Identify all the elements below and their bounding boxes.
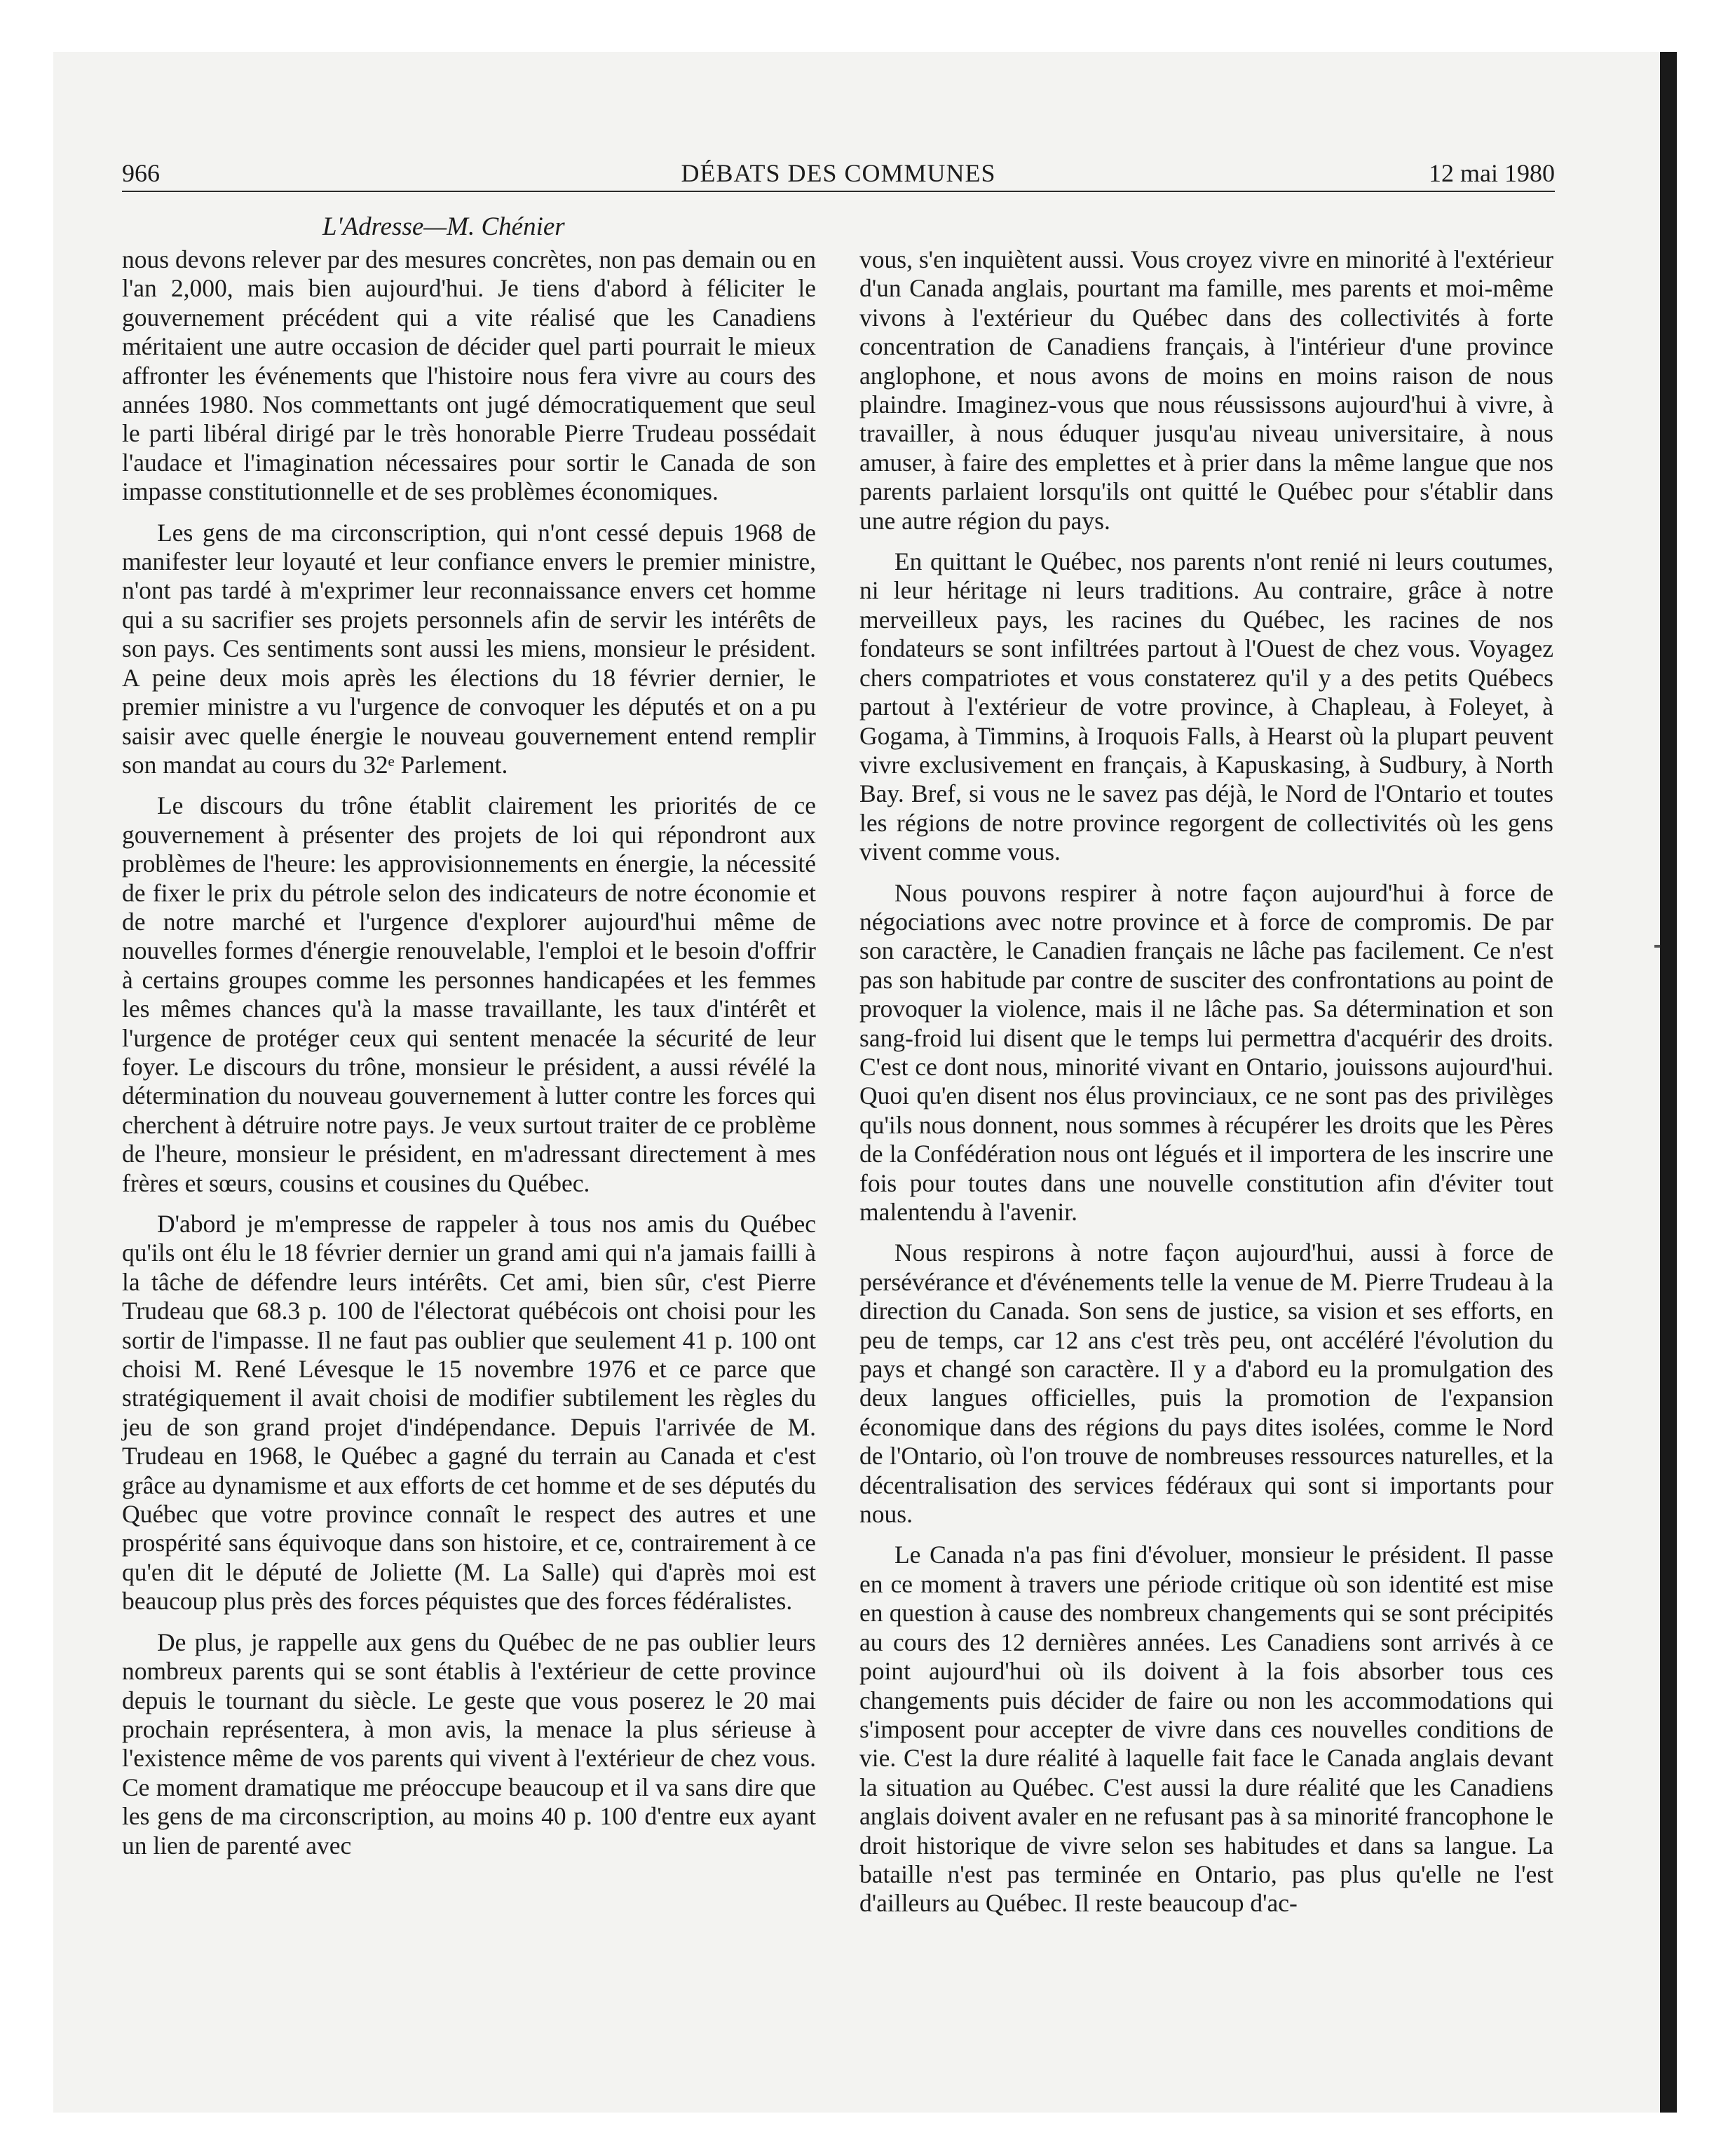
- paragraph: nous devons relever par des mesures concrètes, non pas demain ou en l'an 2,000, mais bien aujourd'hui. Je tiens d'abord à féliciter le gouvernement précédent qui a vite réalisé que les Canadiens méritaient une autre occasion de décider quel parti pourrait le mieux affronter les événements que l'histoire nous fera vivre au cours des années 1980. Nos commettants ont jugé démocratiquement que seul le parti libéral dirigé par le très honorable Pierre Trudeau possédait l'audace et l'imagination nécessaires pour sortir le Canada de son impasse constitutionnelle et de ses problèmes économiques.: [122, 245, 816, 506]
- left-column: [122, 245, 816, 1872]
- paragraph: En quittant le Québec, nos parents n'ont renié ni leurs coutumes, ni leur héritage ni leurs traditions. Au contraire, grâce à notre merveilleux pays, les racines du Québec, les racines de nos fondateurs se sont infiltrées partout à l'Ouest de chez vous. Voyagez chers compatriotes et vous constaterez qu'il y a des petits Québecs partout à l'extérieur de votre province, à Chapleau, à Foleyet, à Gogama, à Timmins, à Iroquois Falls, à Hearst où la plupart peuvent vivre exclusivement en français, à Kapuskasing, à Sudbury, à North Bay. Bref, si vous ne le savez pas déjà, le Nord de l'Ontario et toutes les régions de notre province regorgent de collectivités où les gens vivent comme vous.: [859, 547, 1553, 866]
- paragraph: vous, s'en inquiètent aussi. Vous croyez vivre en minorité à l'extérieur d'un Canada anglais, pourtant ma famille, mes parents et moi-même vivons à l'extérieur du Québec dans des collectivités à forte concentration de Canadiens français, à l'intérieur d'une province anglophone, et nous avons de moins en moins raison de nous plaindre. Imaginez-vous que nous réussissons aujourd'hui à vivre, à travailler, à nous éduquer jusqu'au niveau universitaire, à nous amuser, à faire des emplettes et à prier dans la même langue que nos parents parlaient lorsqu'ils ont quitté le Québec pour s'établir dans une autre région du pays.: [859, 245, 1553, 535]
- paragraph: Les gens de ma circonscription, qui n'ont cessé depuis 1968 de manifester leur loyauté et leur confiance envers le premier ministre, n'ont pas tardé à m'exprimer leur reconnaissance envers cet homme qui a su sacrifier ses projets personnels afin de servir les intérêts de son pays. Ces sentiments sont aussi les miens, monsieur le président. A peine deux mois après les élections du 18 février dernier, le premier ministre a vu l'urgence de convoquer les députés et on a pu saisir avec quelle énergie le nouveau gouvernement entend remplir son mandat au cours du 32ᵉ Parlement.: [122, 518, 816, 779]
- paragraph: Nous respirons à notre façon aujourd'hui, aussi à force de persévérance et d'événements telle la venue de M. Pierre Trudeau à la direction du Canada. Son sens de justice, sa vision et ses efforts, en peu de temps, car 12 ans c'est très peu, ont accéléré l'évolution du pays et changé son caractère. Il y a d'abord eu la promulgation des deux langues officielles, puis la promotion de l'expansion économique dans des régions du pays dites isolées, comme le Nord de l'Ontario, où l'on trouve de nombreuses ressources naturelles, et la décentralisation des services fédéraux qui sont si importants pour nous.: [859, 1239, 1553, 1529]
- paragraph: Le discours du trône établit clairement les priorités de ce gouvernement à présenter des projets de loi qui répondront aux problèmes de l'heure: les approvisionnements en énergie, la nécessité de fixer le prix du pétrole selon des indicateurs de notre économie et de notre marché et l'urgence d'explorer aujourd'hui même de nouvelles formes d'énergie renouvelable, l'emploi et le besoin d'offrir à certains groupes comme les personnes handicapées et les femmes les mêmes chances qu'à la masse travaillante, les taux d'intérêt et l'urgence de protéger ceux qui sentent menacée la sécurité de leur foyer. Le discours du trône, monsieur le président, a aussi révélé la détermination du nouveau gouvernement à lutter contre les forces qui cherchent à détruire notre pays. Je veux surtout traiter de ce problème de l'heure, monsieur le président, en m'adressant directement à mes frères et sœurs, cousins et cousines du Québec.: [122, 791, 816, 1197]
- page-header: [122, 156, 1555, 191]
- paragraph: Nous pouvons respirer à notre façon aujourd'hui à force de négociations avec notre province et à force de compromis. De par son caractère, le Canadien français ne lâche pas facilement. Ce n'est pas son habitude par contre de susciter des confrontations au point de provoquer la violence, mais il ne lâche pas. Sa détermination et son sang-froid lui disent que le temps lui permettra d'acquérir des droits. C'est ce dont nous, minorité vivant en Ontario, jouissons aujourd'hui. Quoi qu'en disent nos élus provinciaux, ce ne sont pas des privilèges qu'ils nous donnent, nous sommes à récupérer les droits que les Pères de la Confédération nous ont légués et il importera de les inscrire une fois pour toutes dans une nouvelle constitution afin d'éviter tout malentendu à l'avenir.: [859, 878, 1553, 1226]
- page-number: 966: [122, 159, 160, 187]
- page-date: 12 mai 1980: [1429, 159, 1555, 187]
- header-rule: [122, 191, 1555, 192]
- paragraph: De plus, je rappelle aux gens du Québec de ne pas oublier leurs nombreux parents qui se sont établis à l'extérieur de cette province depuis le tournant du siècle. Le geste que vous poserez le 20 mai prochain représentera, à mon avis, la menace la plus sérieuse à l'existence même de vos parents qui vivent à l'extérieur de chez vous. Ce moment dramatique me préoccupe beaucoup et il va sans dire que les gens de ma circonscription, au moins 40 p. 100 d'entre eux ayant un lien de parenté avec: [122, 1628, 816, 1860]
- right-column: [859, 245, 1553, 1930]
- section-subheader: L'Adresse—M. Chénier: [322, 212, 565, 241]
- scan-edge-mark: [1654, 945, 1660, 948]
- journal-title: DÉBATS DES COMMUNES: [681, 159, 996, 187]
- paragraph: D'abord je m'empresse de rappeler à tous nos amis du Québec qu'ils ont élu le 18 février dernier un grand ami qui n'a jamais failli à la tâche de défendre leurs intérêts. Cet ami, bien sûr, c'est Pierre Trudeau que 68.3 p. 100 de l'électorat québécois ont choisi pour les sortir de l'impasse. Il ne faut pas oublier que seulement 41 p. 100 ont choisi M. René Lévesque le 15 novembre 1976 et ce parce que stratégiquement il avait choisi de modifier subtilement les règles du jeu de son grand projet d'indépendance. Depuis l'arrivée de M. Trudeau en 1968, le Québec a gagné du terrain au Canada et c'est grâce au dynamisme et aux efforts de cet homme et de ses députés du Québec que votre province connaît le respect des autres et une prospérité sans équivoque dans son histoire, et ce, contrairement à ce qu'en dit le député de Joliette (M. La Salle) qui d'après moi est beaucoup plus près des forces péquistes que des forces fédéralistes.: [122, 1210, 816, 1616]
- scan-edge-shadow: [1660, 52, 1677, 2113]
- paragraph: Le Canada n'a pas fini d'évoluer, monsieur le président. Il passe en ce moment à travers une période critique où son identité est mise en question à cause des nombreux changements qui se sont précipités au cours des 12 dernières années. Les Canadiens sont arrivés à ce point aujourd'hui où ils doivent à la fois absorber tous ces changements puis décider de faire ou non les accommodations qui s'imposent pour accepter de vivre dans ces nouvelles conditions de vie. C'est la dure réalité à laquelle fait face le Canada anglais devant la situation au Québec. C'est aussi la dure réalité que les Canadiens anglais doivent avaler en ne refusant pas à sa minorité francophone le droit historique de vivre selon ses habitudes et dans sa langue. La bataille n'est pas terminée en Ontario, pas plus qu'elle ne l'est d'ailleurs au Québec. Il reste beaucoup d'ac-: [859, 1541, 1553, 1918]
